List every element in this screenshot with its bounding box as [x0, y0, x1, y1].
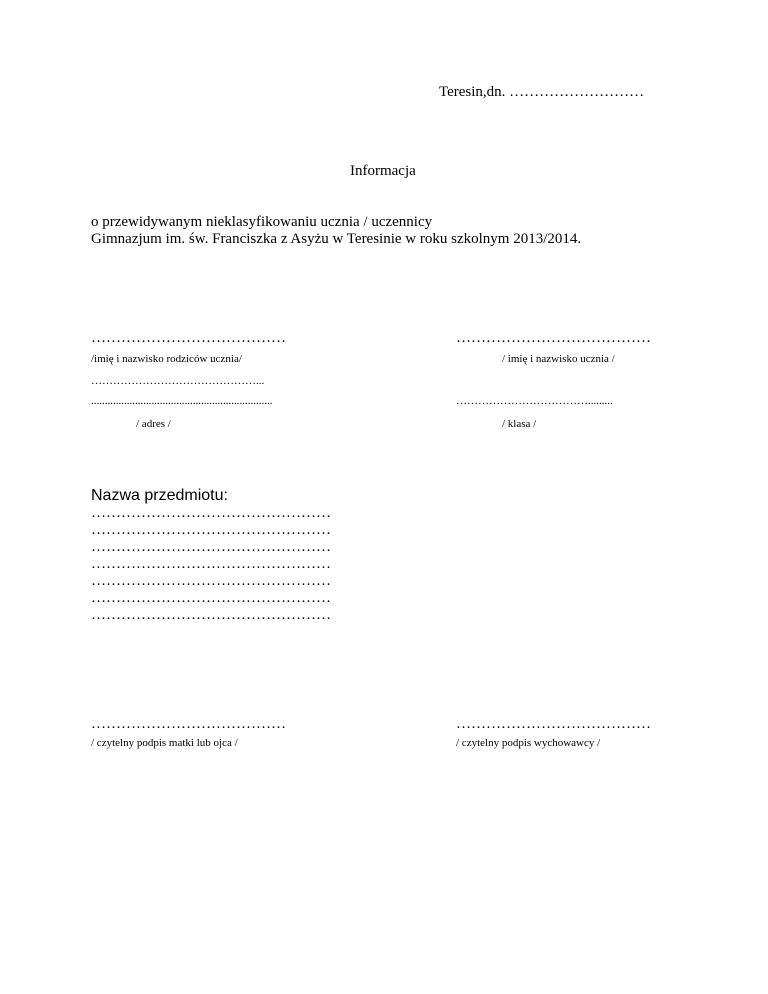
- class-label: / klasa /: [502, 418, 537, 430]
- student-name-dots: …………………………………: [456, 330, 651, 346]
- subject-line: …………………………………………: [91, 539, 331, 555]
- class-dots: ……………………………….........: [456, 395, 613, 407]
- parent-signature-label: / czytelny podpis matki lub ojca /: [91, 737, 238, 749]
- subject-line: …………………………………………: [91, 607, 331, 623]
- address-label: / adres /: [136, 418, 171, 430]
- subject-line: …………………………………………: [91, 556, 331, 572]
- subject-lines: [91, 505, 331, 624]
- parent-signature-dots: …………………………………: [91, 716, 286, 732]
- place-date-line: Teresin,dn. ………………………: [439, 84, 645, 100]
- intro-line-2: Gimnazjum im. św. Franciszka z Asyżu w Teresinie w roku szkolnym 2013/2014.: [91, 231, 582, 247]
- subject-line: …………………………………………: [91, 590, 331, 606]
- student-name-label: / imię i nazwisko ucznia /: [502, 353, 615, 365]
- subject-line: …………………………………………: [91, 573, 331, 589]
- teacher-signature-dots: …………………………………: [456, 716, 651, 732]
- address-dots-2: ..................................................................: [91, 395, 273, 407]
- address-dots-1: ………………………………………...: [91, 375, 265, 387]
- teacher-signature-label: / czytelny podpis wychowawcy /: [456, 737, 601, 749]
- subject-line: …………………………………………: [91, 522, 331, 538]
- parents-name-label: /imię i nazwisko rodziców ucznia/: [91, 353, 242, 365]
- parents-name-dots: …………………………………: [91, 330, 286, 346]
- subject-line: …………………………………………: [91, 505, 331, 521]
- document-title: Informacja: [350, 163, 416, 179]
- intro-line-1: o przewidywanym nieklasyfikowaniu ucznia / uczennicy: [91, 214, 433, 230]
- subject-label: Nazwa przedmiotu:: [91, 487, 228, 504]
